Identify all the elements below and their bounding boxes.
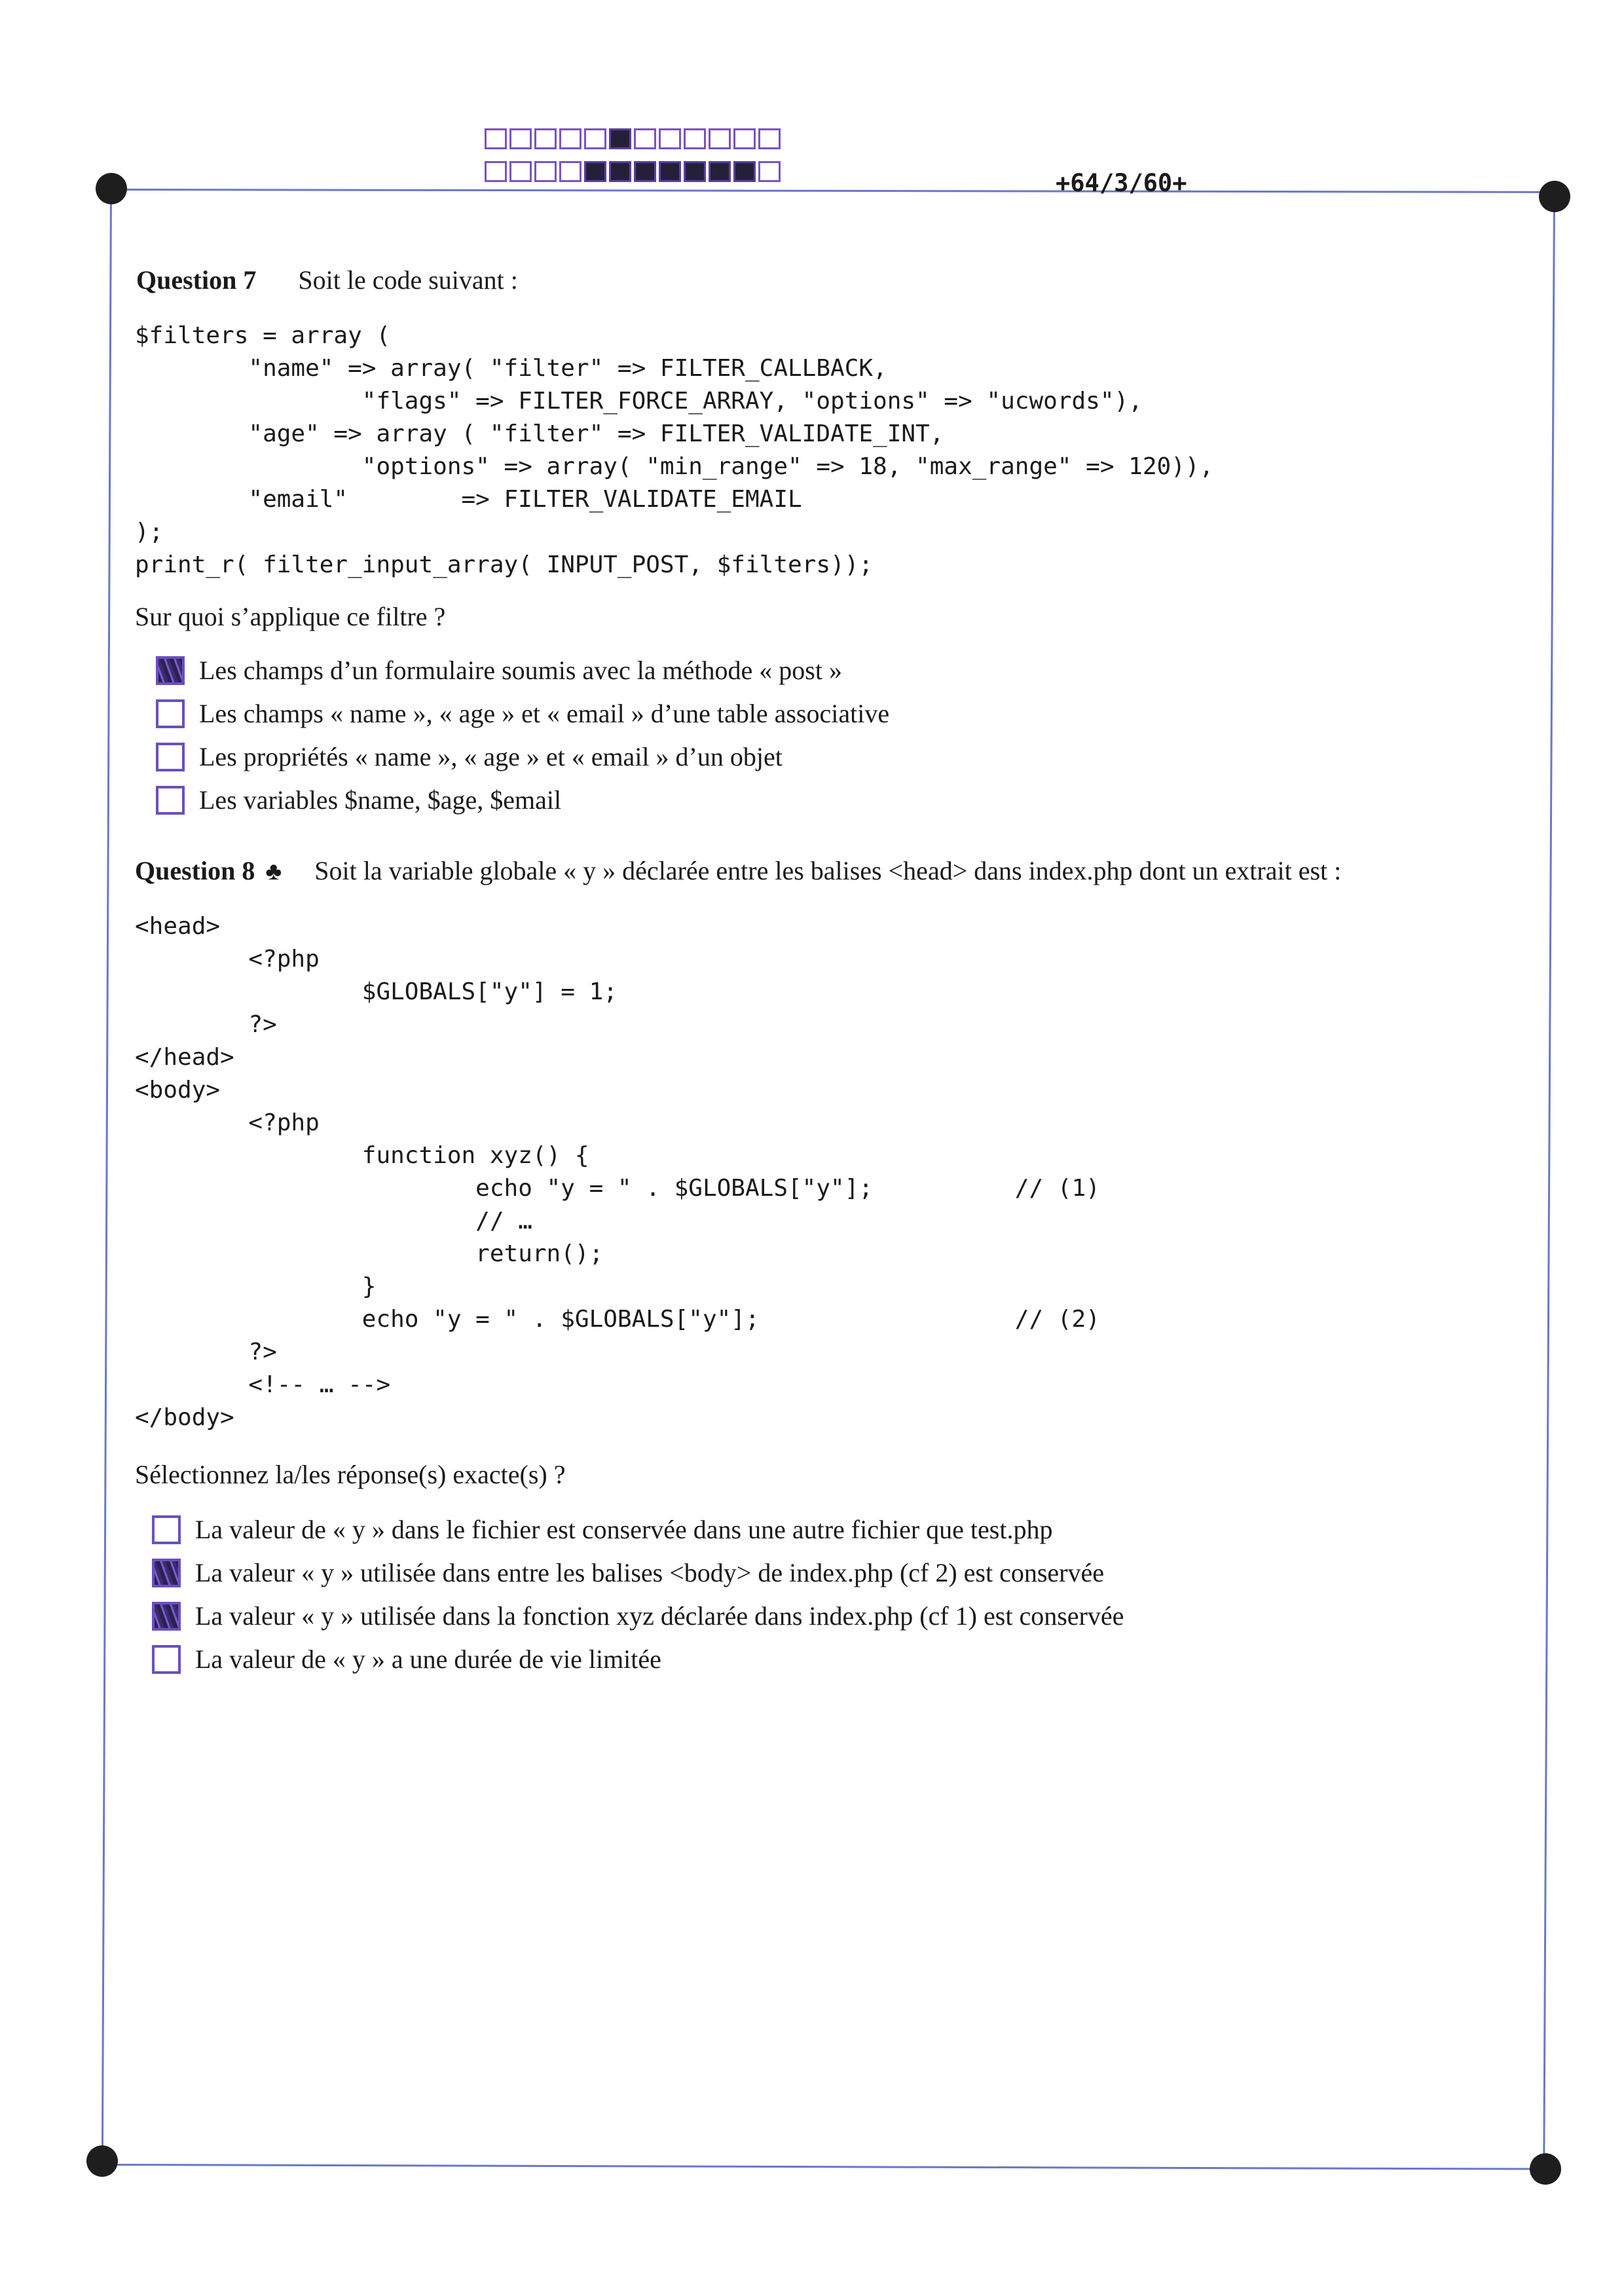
id-box-row-2 (485, 161, 783, 182)
q7-option-checkbox[interactable] (156, 699, 185, 728)
id-box (709, 128, 731, 149)
question-7-code: $filters = array ( "name" => array( "filter" => FILTER_CALLBACK, "flags" => FILTER_FORCE_ARRAY, "options" => "ucwords"), "age" => array ( "filter" => FILTER_VALIDATE_INT, "options" => array( "min_range" => 18, "max_range" => 120)), "email" => FILTER_VALIDATE_EMAIL ); print_r( filter_input_array( INPUT_POST, $filters)); (135, 322, 1214, 578)
question-7-prompt: Sur quoi s’applique ce filtre ? (135, 602, 446, 631)
frame-top-line (110, 189, 1553, 193)
id-box (634, 161, 656, 182)
q8-option-text: La valeur « y » utilisée dans entre les balises <body> de index.php (cf 2) est conservée (195, 1558, 1105, 1587)
q7-option-checkbox[interactable] (156, 743, 185, 771)
q7-option-text: Les champs « name », « age » et « email » d’une table associative (199, 699, 890, 728)
id-box (534, 128, 557, 149)
question-8-header (135, 855, 1341, 886)
id-box (684, 128, 706, 149)
q7-option-text: Les champs d’un formulaire soumis avec la méthode « post » (199, 656, 842, 685)
q7-option-text: Les propriétés « name », « age » et « email » d’un objet (199, 742, 783, 771)
q8-option[interactable] (152, 1557, 1104, 1588)
id-box (509, 161, 532, 182)
question-7-label: Question 7 (136, 265, 257, 295)
id-box (709, 161, 731, 182)
id-box (758, 128, 781, 149)
id-box (534, 161, 557, 182)
q8-option-checkbox[interactable] (152, 1515, 181, 1544)
q7-option-checkbox[interactable] (156, 786, 185, 815)
page-id-code: +64/3/60+ (1056, 169, 1187, 197)
id-box (659, 128, 681, 149)
frame-bottom-line (101, 2164, 1542, 2170)
question-7-header (136, 265, 518, 295)
corner-marker-top-right (1539, 181, 1570, 212)
multiple-answer-club-icon: ♣ (265, 858, 282, 885)
corner-marker-bottom-left (86, 2145, 118, 2177)
question-8-code: <head> <?php $GLOBALS["y"] = 1; ?> </head> <body> <?php function xyz() { echo "y = " . $GLOBALS["y"]; // (1) // … return(); } echo "y = " . $GLOBALS["y"]; // (2) ?> <!-- … --> </body> (135, 913, 1100, 1431)
q8-option-checkbox[interactable] (152, 1602, 181, 1631)
id-box (758, 161, 781, 182)
id-box (609, 161, 631, 182)
q7-option-text: Les variables $name, $age, $email (199, 785, 562, 815)
id-box (485, 128, 507, 149)
frame-left-line (101, 190, 112, 2168)
id-box (634, 128, 656, 149)
id-box (684, 161, 706, 182)
q8-option[interactable] (152, 1644, 661, 1675)
id-box (559, 161, 581, 182)
id-box (559, 128, 581, 149)
id-box (509, 128, 532, 149)
id-box (485, 161, 507, 182)
q7-option[interactable] (156, 655, 842, 686)
id-box (584, 161, 606, 182)
question-8-prompt: Sélectionnez la/les réponse(s) exacte(s) ? (135, 1460, 566, 1489)
q8-option-checkbox[interactable] (152, 1559, 181, 1587)
q8-option[interactable] (152, 1601, 1124, 1631)
frame-right-line (1543, 196, 1555, 2174)
q8-option-text: La valeur de « y » dans le fichier est conservée dans une autre fichier que test.php (195, 1515, 1053, 1544)
id-box (733, 128, 756, 149)
question-8-label: Question 8 (135, 856, 255, 885)
id-box-row-1 (485, 128, 783, 149)
id-box (659, 161, 681, 182)
q8-option[interactable] (152, 1514, 1052, 1545)
q7-option-checkbox[interactable] (156, 656, 185, 685)
q7-option[interactable] (156, 698, 889, 729)
corner-marker-top-left (96, 173, 127, 204)
q8-option-checkbox[interactable] (152, 1645, 181, 1674)
id-box (733, 161, 756, 182)
q8-option-text: La valeur de « y » a une durée de vie limitée (195, 1644, 661, 1674)
corner-marker-bottom-right (1530, 2153, 1561, 2185)
q7-option[interactable] (156, 785, 561, 815)
question-8-intro: Soit la variable globale « y » déclarée entre les balises <head> dans index.php dont un extrait est : (314, 856, 1342, 885)
id-box (609, 128, 631, 149)
q8-option-text: La valeur « y » utilisée dans la fonction xyz déclarée dans index.php (cf 1) est conservée (195, 1601, 1124, 1631)
q7-option[interactable] (156, 741, 783, 772)
id-box (584, 128, 606, 149)
question-7-intro: Soit le code suivant : (298, 265, 518, 295)
